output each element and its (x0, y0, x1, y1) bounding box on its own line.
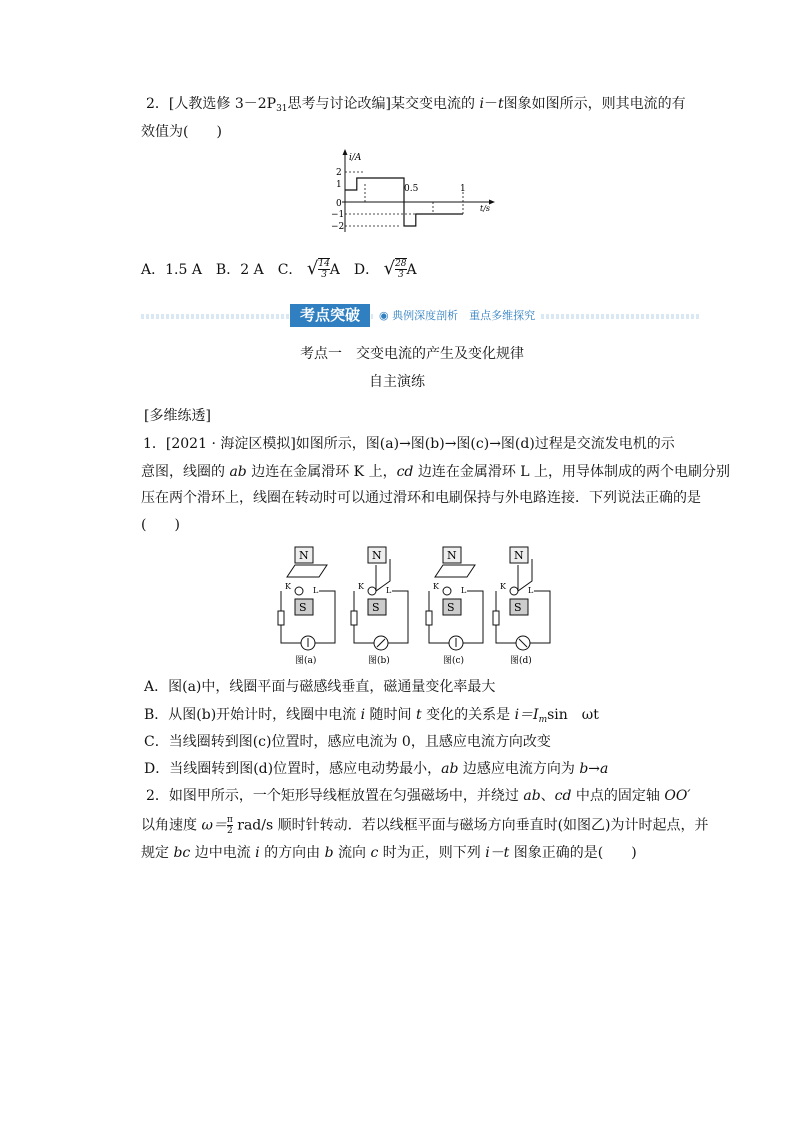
p1-line-3: 压在两个滑环上，线圈在转动时可以通过滑环和电刷保持与外电路连接．下列说法正确的是 (141, 490, 701, 506)
svg-text:S: S (514, 601, 522, 614)
p1-line-1: 1．[2021 · 海淀区模拟]如图所示，图(a)→图(b)→图(c)→图(d)过程是交流发电机的示 (143, 436, 675, 452)
figure-a (273, 541, 343, 667)
q2-line-2: 效值为( ) (141, 124, 222, 140)
resistor (278, 611, 284, 625)
p1-option-c: C．当线圈转到图(c)位置时，感应电流为 0，且感应电流方向改变 (144, 734, 551, 750)
svg-text:K: K (433, 582, 439, 591)
figure-caption: 图(c) (443, 656, 465, 666)
p2-line-3: 规定 bc 边中电流 i 的方向由 b 流向 c 时为正，则下列 i－t 图象正确的是( ) (141, 845, 637, 861)
svg-text:L: L (528, 586, 534, 595)
y-tick-0: 0 (336, 199, 342, 209)
x-tick-1: 1 (460, 184, 466, 194)
option-c-radical: √ $\frac{14}{3}$ (306, 258, 330, 280)
slip-ring-k (295, 587, 303, 595)
svg-text:N: N (372, 549, 382, 562)
p1-option-a: A．图(a)中，线圈平面与磁感线垂直，磁通量变化率最大 (144, 679, 496, 695)
svg-text:S: S (299, 601, 307, 614)
p1-line-2: 意图，线圈的 ab 边连在金属滑环 K 上，cd 边连在金属滑环 L 上，用导体制成的两个电刷分别 (141, 464, 731, 480)
svg-text:N: N (299, 549, 309, 562)
svg-text:S: S (447, 601, 455, 614)
figure-caption: 图(d) (510, 656, 532, 666)
svg-text:L: L (386, 586, 392, 595)
y-axis-label: i/A (349, 153, 362, 163)
figure-caption: 图(b) (368, 656, 390, 666)
q2-line-1: 2．[人教选修 $3-2P_{31}$思考与讨论改编]某交变电流的 i－t图象如图所示，则其电流的有 (146, 96, 686, 114)
x-tick-05: 0.5 (404, 184, 419, 194)
svg-text:S: S (372, 601, 380, 614)
y-tick-1: 1 (336, 180, 342, 190)
figure-d (488, 541, 558, 667)
y-tick-neg1: −1 (331, 210, 345, 220)
svg-text:K: K (500, 582, 506, 591)
figure-caption: 图(a) (295, 656, 317, 666)
svg-text:N: N (447, 549, 457, 562)
svg-text:L: L (313, 586, 319, 595)
x-axis-label: t/s (480, 204, 491, 213)
y-axis-arrow (343, 149, 348, 155)
figure-c (421, 541, 491, 667)
section-banner (141, 300, 701, 332)
q2-options: A．1.5 A B．2 A C． √ $\frac{14}{3}$ A D． √ $\frac{28}{3}$ A (141, 258, 417, 280)
section-subtitle: 自主演练 (369, 374, 425, 390)
svg-text:L: L (461, 586, 467, 595)
p1-option-b: B．从图(b)开始计时，线圈中电流 i 随时间 t 变化的关系是 $i=I_m\sin$ ωt (144, 707, 599, 725)
banner-dot-icon: ◉ (379, 309, 393, 322)
banner-subtitle: ◉ 典例深度剖析 重点多维探究 (373, 304, 541, 327)
svg-text:K: K (358, 582, 364, 591)
section-title: 考点一 交变电流的产生及变化规律 (300, 346, 524, 362)
svg-text:N: N (514, 549, 524, 562)
p1-option-d: D．当线圈转到图(d)位置时，感应电动势最小，ab 边感应电流方向为 b→a (144, 761, 609, 777)
banner-title: 考点突破 (290, 304, 370, 327)
p1-line-4: ( ) (141, 517, 180, 533)
omega-fraction: $\frac{\pi}{2}$ (226, 815, 233, 836)
svg-text:K: K (285, 582, 291, 591)
practice-label: [多维练透] (144, 408, 211, 424)
current-time-graph (328, 148, 498, 234)
y-tick-2: 2 (336, 168, 342, 178)
p2-line-2: 以角速度 ω＝ $\frac{\pi}{2}$ rad/s 顺时针转动．若以线框平面与磁场方向垂直时(如图乙)为计时起点，并 (141, 815, 709, 836)
option-d-radical: √ $\frac{28}{3}$ (383, 258, 407, 280)
y-tick-neg2: −2 (331, 222, 345, 232)
p2-line-1: 2．如图甲所示，一个矩形导线框放置在匀强磁场中，并绕过 ab、cd 中点的固定轴 OO′ (146, 788, 691, 804)
figure-b (346, 541, 416, 667)
